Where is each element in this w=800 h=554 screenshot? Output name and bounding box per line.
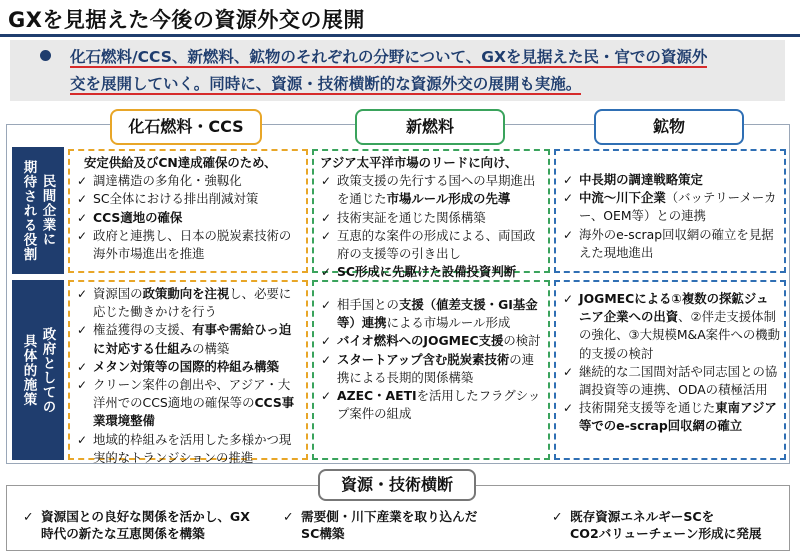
list-item: ✓ 中長期の調達戦略策定 bbox=[562, 171, 780, 189]
check-icon: ✓ bbox=[77, 228, 88, 243]
list-item: ✓ JOGMECによる①複数の探鉱ジュニア企業への出資、②伴走支援体制の強化、③大規模M&A案件への機動的支援の検討 bbox=[563, 291, 781, 361]
cell-gov-newfuel bbox=[312, 280, 550, 460]
list-item: ✓ 互恵的な案件の形成による、両国政府の支援等の引き出し bbox=[321, 227, 536, 262]
check-icon: ✓ bbox=[321, 298, 332, 312]
check-icon: ✓ bbox=[283, 509, 294, 524]
check-icon: ✓ bbox=[563, 227, 574, 242]
list-item: ✓ 地域的枠組みを活用した多様かつ現実的なトランジションの推進 bbox=[77, 431, 292, 465]
cross-item-3: ✓ 既存資源エネルギーSCを CO2バリューチェーン形成に発展 bbox=[552, 509, 762, 541]
list-item: ✓ 政府と連携し、日本の脱炭素技術の海外市場進出を推進 bbox=[77, 227, 292, 262]
check-icon: ✓ bbox=[321, 334, 332, 349]
column-header-fossil: 化石燃料・CCS bbox=[110, 109, 262, 145]
check-icon: ✓ bbox=[563, 364, 574, 379]
list-item: ✓ SC形成に先駆けた設備投資判断 bbox=[320, 263, 544, 281]
title-divider bbox=[0, 34, 800, 37]
check-icon: ✓ bbox=[321, 389, 332, 404]
summary-line-1: 化石燃料/CCS、新燃料、鉱物のそれぞれの分野について、GXを見据えた民・官での資源外 bbox=[70, 48, 708, 66]
list-item: ✓ 相手国との支援（値差支援・GI基金等）連携による市場ルール形成 bbox=[321, 297, 538, 331]
list-item: ✓ CCS適地の確保 bbox=[76, 209, 302, 227]
check-icon: ✓ bbox=[321, 352, 332, 367]
cell-gov-mineral bbox=[554, 280, 786, 460]
list-item: ✓ 政策支援の先行する国への早期進出を通じた市場ルール形成の先導 bbox=[321, 173, 536, 207]
list-item: ✓ 調達構造の多角化・強靱化 bbox=[76, 172, 302, 190]
check-icon: ✓ bbox=[77, 192, 88, 207]
list-item: ✓ バイオ燃料へのJOGMEC支援の検討 bbox=[320, 332, 544, 350]
check-icon: ✓ bbox=[77, 323, 88, 338]
check-icon: ✓ bbox=[563, 292, 574, 306]
list-item: ✓ 権益獲得の支援、有事や需給ひっ迫に対応する仕組みの構築 bbox=[77, 322, 292, 356]
list-item: ✓ 技術開発支援等を通じた東南アジア等でのe-scrap回収網の確立 bbox=[563, 400, 777, 434]
cell-gov-fossil bbox=[68, 280, 308, 465]
row-header-government: 具体的施策 政府としての bbox=[12, 280, 64, 460]
list-item: ✓ クリーン案件の創出や、アジア・大洋州でのCCS適地の確保等のCCS事業環境整備 bbox=[77, 377, 295, 429]
cell-lead: アジア太平洋市場のリードに向け、 bbox=[320, 155, 518, 170]
page-title: GXを見据えた今後の資源外交の展開 bbox=[8, 8, 365, 32]
cell-private-fossil bbox=[68, 149, 308, 273]
cross-item-2: ✓ 需要側・川下産業を取り込んだ SC構築 bbox=[283, 509, 478, 541]
check-icon: ✓ bbox=[77, 378, 88, 393]
list-item: ✓ メタン対策等の国際的枠組み構築 bbox=[76, 358, 302, 376]
summary-box bbox=[10, 40, 785, 101]
check-icon: ✓ bbox=[563, 191, 574, 206]
check-icon: ✓ bbox=[77, 432, 88, 447]
cell-private-mineral bbox=[554, 149, 786, 273]
check-icon: ✓ bbox=[321, 210, 332, 225]
cross-cutting-header: 資源・技術横断 bbox=[318, 469, 476, 501]
summary-line-2: 交を展開していく。同時に、資源・技術横断的な資源外交の展開も実施。 bbox=[70, 75, 582, 93]
check-icon: ✓ bbox=[77, 359, 88, 374]
bullet-icon bbox=[40, 50, 51, 61]
cell-private-newfuel bbox=[312, 149, 550, 280]
list-item: ✓ 技術実証を通じた関係構築 bbox=[320, 209, 544, 227]
list-item: ✓ スタートアップ含む脱炭素技術の連携による長期的関係構築 bbox=[321, 351, 535, 385]
list-item: ✓ 継続的な二国間対話や同志国との協調投資等の連携、ODAの積極活用 bbox=[563, 363, 778, 398]
list-item: ✓ SC全体における排出削減対策 bbox=[76, 190, 302, 208]
list-item: ✓ 海外のe-scrap回収網の確立を見据えた現地進出 bbox=[563, 226, 774, 260]
check-icon: ✓ bbox=[321, 174, 332, 189]
check-icon: ✓ bbox=[77, 174, 88, 189]
check-icon: ✓ bbox=[23, 509, 34, 524]
check-icon: ✓ bbox=[321, 228, 332, 243]
check-icon: ✓ bbox=[77, 210, 88, 225]
check-icon: ✓ bbox=[77, 287, 88, 301]
row-header-private: 期待される役割 民間企業に bbox=[12, 147, 64, 274]
list-item: ✓ AZEC・AETIを活用したフラグシップ案件の組成 bbox=[321, 388, 541, 422]
cell-lead: 安定供給及びCN達成確保のため、 bbox=[84, 155, 277, 170]
check-icon: ✓ bbox=[321, 265, 332, 280]
check-icon: ✓ bbox=[563, 173, 574, 187]
column-header-newfuel: 新燃料 bbox=[355, 109, 505, 145]
check-icon: ✓ bbox=[552, 509, 563, 524]
check-icon: ✓ bbox=[563, 401, 574, 416]
column-header-mineral: 鉱物 bbox=[594, 109, 744, 145]
list-item: ✓ 資源国の政策動向を注視し、必要に応じた働きかけを行う bbox=[77, 286, 292, 320]
cross-item-1: ✓ 資源国との良好な関係を活かし、GX 時代の新たな互恵関係を構築 bbox=[23, 509, 250, 541]
list-item: ✓ 中流～川下企業（バッテリーメーカー、OEM等）との連携 bbox=[563, 190, 777, 224]
